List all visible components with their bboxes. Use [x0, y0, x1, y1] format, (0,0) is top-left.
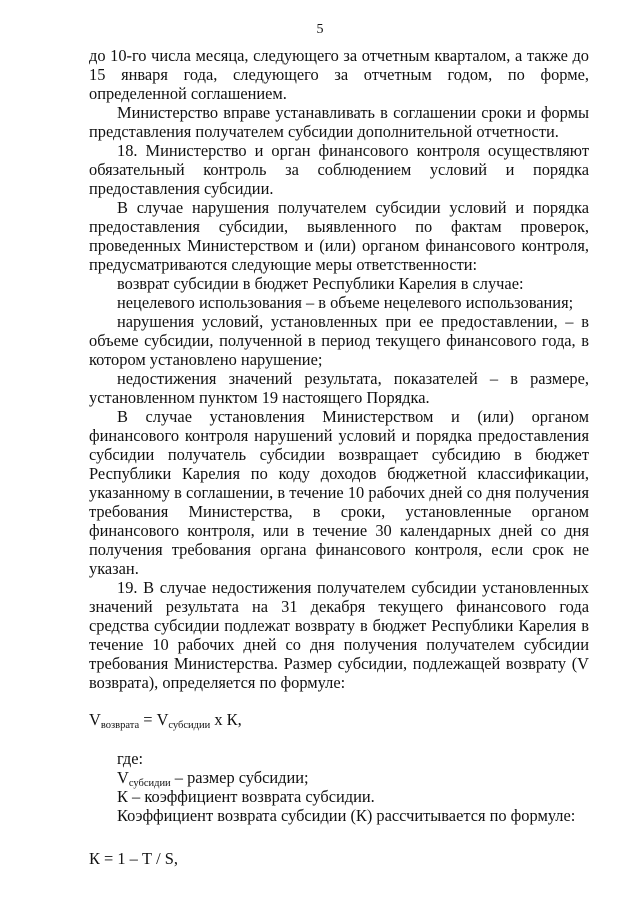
- definition-coefficient: К – коэффициент возврата субсидии.: [117, 787, 375, 806]
- paragraph: 19. В случае недостижения получателем субсидии установленных значений результата на 31 декабря текущего финансового года средства субсидии подлежат возврату в бюджет Республики Карелия в течение 10 рабочих дней со дня получения получателем субсидии требования Министерства. Размер субсидии, подлежащей возврату (V возврата), определяется по формуле:: [89, 578, 589, 692]
- paragraph: до 10-го числа месяца, следующего за отчетным кварталом, а также до 15 января года, следующего за отчетным годом, по форме, определенной соглашением.: [89, 46, 589, 103]
- paragraph: нарушения условий, установленных при ее предоставлении, – в объеме субсидии, полученной в период текущего финансового года, в котором установлено нарушение;: [89, 312, 589, 369]
- formula-coefficient: К = 1 – Т / S,: [89, 849, 178, 868]
- document-body: [89, 46, 589, 868]
- paragraph: возврат субсидии в бюджет Республики Карелия в случае:: [117, 274, 524, 293]
- formula-return-amount: [89, 710, 589, 729]
- paragraph: недостижения значений результата, показателей – в размере, установленном пунктом 19 настоящего Порядка.: [89, 369, 589, 407]
- paragraph: В случае нарушения получателем субсидии условий и порядка предоставления субсидии, выявленного по фактам проверок, проведенных Министерством и (или) органом финансового контроля, предусматриваются следующие меры ответственности:: [89, 198, 589, 274]
- formula-equals: =: [139, 710, 157, 729]
- paragraph: 18. Министерство и орган финансового контроля осуществляют обязательный контроль за соблюдением условий и порядка предоставления субсидии.: [89, 141, 589, 198]
- definition-symbol: V: [117, 768, 129, 787]
- page-number: 5: [316, 22, 324, 37]
- formula-rhs: V: [156, 710, 169, 729]
- formula-rhs-subscript: субсидии: [168, 720, 211, 731]
- definition-subscript: субсидии: [128, 778, 171, 789]
- paragraph: Коэффициент возврата субсидии (К) рассчитывается по формуле:: [117, 806, 576, 825]
- paragraph: Министерство вправе устанавливать в соглашении сроки и формы представления получателем субсидии дополнительной отчетности.: [89, 103, 589, 141]
- formula-lhs: V: [89, 710, 101, 729]
- definition-subsidy: [89, 768, 589, 787]
- paragraph: нецелевого использования – в объеме нецелевого использования;: [117, 293, 574, 312]
- definition-text: – размер субсидии;: [170, 768, 309, 787]
- formula-lhs-subscript: возврата: [100, 720, 140, 731]
- where-label: где:: [117, 749, 144, 768]
- formula-tail: х К,: [210, 710, 242, 729]
- paragraph: В случае установления Министерством и (или) органом финансового контроля нарушений условий и порядка предоставления субсидии получатель субсидии возвращает субсидию в бюджет Республики Карелия по коду доходов бюджетной классификации, указанному в соглашении, в течение 10 рабочих дней со дня получения требования Министерства, в сроки, установленные органом финансового контроля, или в течение 30 календарных дней со дня получения требования органа финансового контроля, если срок не указан.: [89, 407, 589, 578]
